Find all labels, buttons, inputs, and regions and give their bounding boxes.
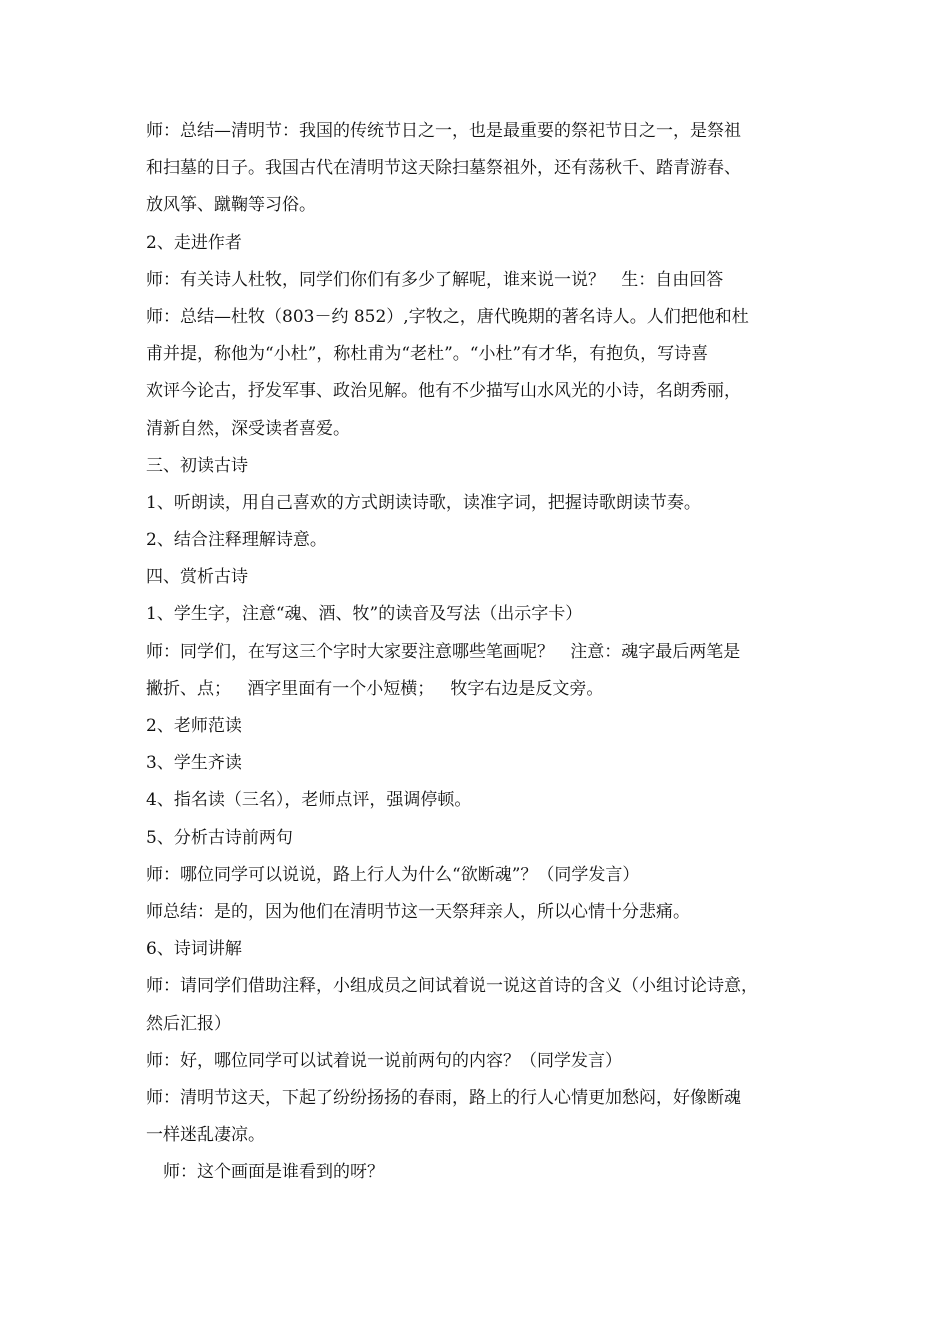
- section-heading: 四、赏析古诗: [146, 567, 248, 588]
- section-heading: 6、诗词讲解: [146, 939, 242, 960]
- text-line: 欢评今论古，抒发军事、政治见解。他有不少描写山水风光的小诗，名朗秀丽，: [146, 381, 741, 402]
- section-heading: 2、走进作者: [146, 232, 242, 253]
- text-line: 一样迷乱凄凉。: [146, 1125, 265, 1146]
- text-line: 2、结合注释理解诗意。: [146, 530, 327, 551]
- text-line: 清新自然，深受读者喜爱。: [146, 418, 350, 439]
- section-heading: 三、初读古诗: [146, 455, 248, 476]
- section-heading: 3、学生齐读: [146, 753, 242, 774]
- text-line: 师总结：是的，因为他们在清明节这一天祭拜亲人，所以心情十分悲痛。: [146, 901, 690, 922]
- text-line: 师：清明节这天，下起了纷纷扬扬的春雨，路上的行人心情更加愁闷，好像断魂: [146, 1087, 741, 1108]
- text-line: 师：有关诗人杜牧，同学们你们有多少了解呢，谁来说一说？ 生：自由回答: [146, 269, 724, 290]
- text-line: 1、听朗读，用自己喜欢的方式朗读诗歌，读准字词，把握诗歌朗读节奏。: [146, 492, 701, 513]
- text-line: 撇折、点； 酒字里面有一个小短横； 牧字右边是反文旁。: [146, 678, 604, 699]
- section-heading: 2、老师范读: [146, 716, 242, 736]
- section-heading: 5、分析古诗前两句: [146, 827, 293, 848]
- document-body: [146, 113, 810, 1191]
- text-line: 师：哪位同学可以说说，路上行人为什么“欲断魂”？（同学发言）: [146, 864, 640, 885]
- text-line: 师：总结—杜牧（803－约 852）,字牧之，唐代晚期的著名诗人。人们把他和杜: [146, 306, 749, 327]
- text-line: 放风筝、蹴鞠等习俗。: [146, 195, 316, 216]
- text-line: 然后汇报）: [146, 1013, 231, 1034]
- text-line: 4、指名读（三名），老师点评，强调停顿。: [146, 790, 472, 811]
- text-line: 师：请同学们借助注释，小组成员之间试着说一说这首诗的含义（小组讨论诗意，: [146, 976, 758, 997]
- text-line: 师：总结—清明节：我国的传统节日之一，也是最重要的祭祀节日之一，是祭祖: [146, 121, 741, 141]
- text-line: 师：好，哪位同学可以试着说一说前两句的内容？（同学发言）: [146, 1050, 622, 1071]
- text-line: 1、学生字，注意“魂、酒、牧”的读音及写法（出示字卡）: [146, 604, 583, 625]
- text-line: 师：同学们，在写这三个字时大家要注意哪些笔画呢？ 注意：魂字最后两笔是: [146, 641, 741, 662]
- text-line: 和扫墓的日子。我国古代在清明节这天除扫墓祭祖外，还有荡秋千、踏青游春、: [146, 158, 741, 179]
- text-line: 师：这个画面是谁看到的呀？: [163, 1162, 384, 1183]
- text-line: 甫并提，称他为“小杜”，称杜甫为“老杜”。“小杜”有才华，有抱负，写诗喜: [146, 344, 709, 365]
